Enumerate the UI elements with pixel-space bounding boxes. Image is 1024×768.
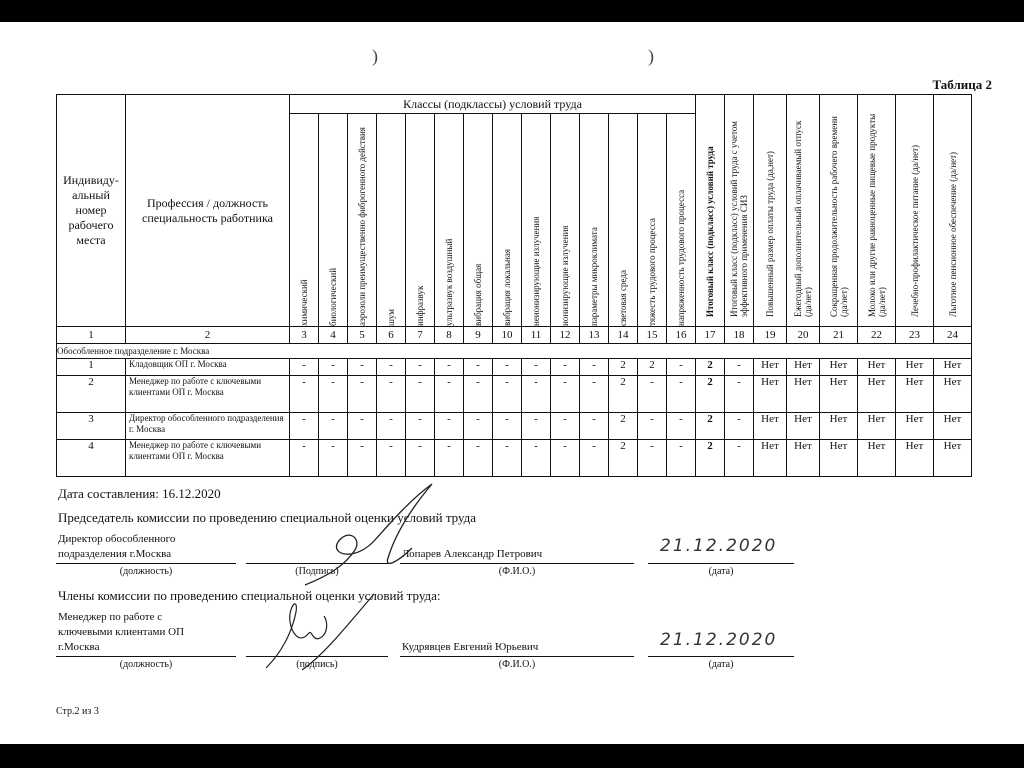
column-number: 14 — [609, 327, 638, 344]
benefit-cell: Нет — [858, 359, 896, 376]
header-factor — [638, 114, 667, 327]
column-number-row — [57, 327, 972, 344]
header-factor-text: вибрация общая — [473, 263, 483, 326]
header-factor-text: химический — [299, 279, 309, 326]
chairman-date: 21.12.2020 — [660, 536, 778, 556]
factor-class-cell: - — [667, 413, 696, 440]
factor-class-cell: - — [493, 413, 522, 440]
header-benefit — [858, 95, 896, 327]
benefit-cell: Нет — [934, 413, 972, 440]
header-factor-text: биологический — [328, 267, 338, 326]
benefit-cell: Нет — [820, 440, 858, 477]
scan-mark: ) — [648, 46, 654, 66]
benefit-cell: Нет — [787, 440, 820, 477]
factor-class-cell: - — [348, 440, 377, 477]
member-position-line — [56, 656, 236, 657]
factor-class-cell: - — [464, 413, 493, 440]
benefit-cell: Нет — [934, 359, 972, 376]
header-total-class-text: Итоговый класс (подкласс) условий труда — [705, 145, 715, 317]
factor-class-cell: - — [348, 359, 377, 376]
header-benefit-text: Сокращенная продолжительность рабочего времени (да/нет) — [828, 115, 849, 317]
factor-class-cell: - — [667, 440, 696, 477]
benefit-cell: Нет — [858, 440, 896, 477]
table-row — [57, 376, 972, 413]
benefit-cell: Нет — [896, 359, 934, 376]
row-profession: Директор обособленного подразделения г. Москва — [126, 413, 290, 440]
factor-class-cell: 2 — [609, 359, 638, 376]
factor-class-cell: - — [551, 376, 580, 413]
table-label: Таблица 2 — [932, 77, 992, 92]
benefit-cell: Нет — [754, 413, 787, 440]
column-number: 8 — [435, 327, 464, 344]
header-benefit-text: Молоко или другие равноценные пищевые продукты (да/нет) — [866, 113, 887, 317]
benefit-cell: Нет — [820, 413, 858, 440]
header-factor — [319, 114, 348, 327]
column-number: 7 — [406, 327, 435, 344]
column-number: 19 — [754, 327, 787, 344]
row-number: 4 — [57, 440, 126, 477]
caption-date: (дата) — [708, 566, 734, 577]
benefit-cell: Нет — [896, 376, 934, 413]
caption-fio: (Ф.И.О.) — [498, 659, 536, 670]
header-factor-text: ионизирующие излучения — [560, 225, 570, 326]
factor-class-cell: - — [319, 376, 348, 413]
section-title: Обособленное подразделение г. Москва — [57, 344, 972, 359]
caption-fio: (Ф.И.О.) — [498, 566, 536, 577]
benefit-cell: Нет — [934, 440, 972, 477]
factor-class-cell: - — [290, 359, 319, 376]
caption-date: (дата) — [708, 659, 734, 670]
sout-table — [56, 94, 972, 477]
member-date: 21.12.2020 — [660, 630, 778, 650]
header-benefit-text: Лечебно-профилактическое питание (да/нет) — [909, 144, 920, 317]
column-number: 5 — [348, 327, 377, 344]
factor-class-cell: - — [580, 359, 609, 376]
benefit-cell: Нет — [787, 376, 820, 413]
factor-class-cell: - — [522, 413, 551, 440]
column-number: 20 — [787, 327, 820, 344]
header-benefit-text: Повышенный размер оплаты труда (да,нет) — [765, 150, 775, 317]
header-factor — [522, 114, 551, 327]
member-position-line2: ключевыми клиентами ОП — [58, 626, 185, 638]
column-number: 18 — [725, 327, 754, 344]
column-number: 4 — [319, 327, 348, 344]
factor-class-cell: - — [348, 376, 377, 413]
row-profession: Менеджер по работе с ключевыми клиентами ОП г. Москва — [126, 440, 290, 477]
factor-class-cell: - — [522, 440, 551, 477]
header-benefit-text: Льготное пенсионное обеспечение (да/нет) — [947, 151, 958, 317]
factor-class-cell: - — [464, 440, 493, 477]
factor-class-cell: - — [290, 413, 319, 440]
header-factor-text: аэрозоли преимущественно фиброгенного действия — [357, 127, 367, 326]
header-workplace: Индивиду-альный номер рабочего места — [57, 95, 126, 327]
column-number: 21 — [820, 327, 858, 344]
factor-class-cell: - — [406, 376, 435, 413]
column-number: 15 — [638, 327, 667, 344]
factor-class-cell: - — [580, 376, 609, 413]
row-number: 2 — [57, 376, 126, 413]
factor-class-cell: - — [377, 376, 406, 413]
date-compiled: Дата составления: 16.12.2020 — [58, 486, 221, 501]
section-row — [57, 344, 972, 359]
header-profession: Профессия / должность специальность работника — [126, 95, 290, 327]
column-number: 1 — [57, 327, 126, 344]
header-factor — [348, 114, 377, 327]
benefit-cell: Нет — [787, 413, 820, 440]
scan-mark: ) — [372, 46, 378, 66]
column-number: 22 — [858, 327, 896, 344]
factor-class-cell: - — [580, 413, 609, 440]
header-factor-text: шум — [386, 308, 396, 326]
factor-class-cell: - — [435, 413, 464, 440]
factor-class-cell: - — [464, 359, 493, 376]
row-number: 1 — [57, 359, 126, 376]
factor-class-cell: - — [551, 413, 580, 440]
header-benefit — [754, 95, 787, 327]
benefit-cell: Нет — [754, 376, 787, 413]
table-row — [57, 440, 972, 477]
member-date-line — [648, 656, 794, 657]
column-number: 17 — [696, 327, 725, 344]
column-number: 13 — [580, 327, 609, 344]
benefit-cell: Нет — [896, 413, 934, 440]
header-total-class-siz — [725, 95, 754, 327]
benefit-cell: Нет — [896, 440, 934, 477]
total-class-siz-cell: - — [725, 359, 754, 376]
total-class-siz-cell: - — [725, 440, 754, 477]
table-row — [57, 359, 972, 376]
factor-class-cell: - — [406, 440, 435, 477]
header-factor — [435, 114, 464, 327]
header-factor — [406, 114, 435, 327]
factor-class-cell: 2 — [609, 413, 638, 440]
factor-class-cell: - — [667, 376, 696, 413]
chairman-date-line — [648, 563, 794, 564]
factor-class-cell: - — [290, 376, 319, 413]
chairman-position-line2: подразделения г.Москва — [58, 548, 172, 560]
row-profession: Менеджер по работе с ключевыми клиентами ОП г. Москва — [126, 376, 290, 413]
factor-class-cell: - — [493, 376, 522, 413]
factor-class-cell: - — [522, 359, 551, 376]
factor-class-cell: - — [638, 376, 667, 413]
header-factor-text: вибрация локальная — [502, 248, 512, 326]
total-class-cell: 2 — [696, 413, 725, 440]
header-factor-text: неионизирующие излучения — [531, 216, 541, 326]
benefit-cell: Нет — [820, 359, 858, 376]
caption-signature: (подпись) — [296, 659, 338, 670]
factor-class-cell: - — [377, 413, 406, 440]
total-class-siz-cell: - — [725, 376, 754, 413]
factor-class-cell: - — [638, 440, 667, 477]
member-signature — [262, 582, 382, 672]
total-class-cell: 2 — [696, 376, 725, 413]
header-total-class — [696, 95, 725, 327]
column-number: 16 — [667, 327, 696, 344]
caption-position: (должность) — [119, 566, 173, 577]
factor-class-cell: 2 — [609, 440, 638, 477]
header-factor-text: напряженность трудового процесса — [676, 189, 686, 326]
header-benefit — [896, 95, 934, 327]
table-row — [57, 413, 972, 440]
column-number: 6 — [377, 327, 406, 344]
column-number: 12 — [551, 327, 580, 344]
header-factor-text: параметры микроклимата — [589, 227, 599, 326]
column-number: 2 — [126, 327, 290, 344]
header-classes-group: Классы (подклассы) условий труда — [290, 95, 696, 114]
row-number: 3 — [57, 413, 126, 440]
total-class-siz-cell: - — [725, 413, 754, 440]
chairman-signature — [300, 480, 440, 590]
benefit-cell: Нет — [754, 359, 787, 376]
caption-position: (должность) — [119, 659, 173, 670]
factor-class-cell: - — [493, 359, 522, 376]
benefit-cell: Нет — [820, 376, 858, 413]
member-name: Кудрявцев Евгений Юрьевич — [402, 641, 539, 653]
factor-class-cell: - — [522, 376, 551, 413]
header-benefit — [787, 95, 820, 327]
factor-class-cell: - — [435, 376, 464, 413]
member-position-line3: г.Москва — [58, 641, 100, 653]
column-number: 23 — [896, 327, 934, 344]
factor-class-cell: - — [377, 440, 406, 477]
factor-class-cell: - — [435, 440, 464, 477]
factor-class-cell: - — [319, 413, 348, 440]
factor-class-cell: 2 — [638, 359, 667, 376]
header-factor — [464, 114, 493, 327]
factor-class-cell: - — [290, 440, 319, 477]
header-factor — [290, 114, 319, 327]
factor-class-cell: - — [319, 440, 348, 477]
benefit-cell: Нет — [858, 413, 896, 440]
column-number: 24 — [934, 327, 972, 344]
benefit-cell: Нет — [858, 376, 896, 413]
header-factor — [493, 114, 522, 327]
factor-class-cell: - — [551, 359, 580, 376]
factor-class-cell: - — [580, 440, 609, 477]
column-number: 3 — [290, 327, 319, 344]
row-profession: Кладовщик ОП г. Москва — [126, 359, 290, 376]
header-benefit — [934, 95, 972, 327]
chairman-position-line1: Директор обособленного — [58, 533, 176, 545]
document-page — [0, 22, 1024, 744]
factor-class-cell: - — [551, 440, 580, 477]
header-factor-text: инфразвук — [415, 285, 425, 326]
factor-class-cell: - — [348, 413, 377, 440]
benefit-cell: Нет — [787, 359, 820, 376]
header-factor — [609, 114, 638, 327]
header-factor — [377, 114, 406, 327]
benefit-cell: Нет — [934, 376, 972, 413]
total-class-cell: 2 — [696, 359, 725, 376]
column-number: 9 — [464, 327, 493, 344]
member-position-line1: Менеджер по работе с — [58, 611, 163, 623]
factor-class-cell: 2 — [609, 376, 638, 413]
factor-class-cell: - — [493, 440, 522, 477]
header-factor-text: ультразвук воздушный — [444, 238, 454, 326]
factor-class-cell: - — [406, 359, 435, 376]
factor-class-cell: - — [377, 359, 406, 376]
member-name-line — [400, 656, 634, 657]
chairman-name: Лопарев Александр Петрович — [402, 548, 543, 560]
factor-class-cell: - — [667, 359, 696, 376]
column-number: 11 — [522, 327, 551, 344]
members-heading: Члены комиссии по проведению специальной оценки условий труда: — [58, 588, 441, 603]
column-number: 10 — [493, 327, 522, 344]
header-benefit-text: Ежегодный дополнительный оплачиваемый отпуск (да/нет) — [793, 120, 813, 317]
total-class-cell: 2 — [696, 440, 725, 477]
chairman-position-line — [56, 563, 236, 564]
chairman-heading: Председатель комиссии по проведению специальной оценки условий труда — [58, 510, 477, 525]
factor-class-cell: - — [435, 359, 464, 376]
factor-class-cell: - — [464, 376, 493, 413]
header-factor — [580, 114, 609, 327]
caption-signature: (Подпись) — [295, 566, 339, 577]
factor-class-cell: - — [406, 413, 435, 440]
header-factor-text: световая среда — [618, 270, 628, 326]
factor-class-cell: - — [319, 359, 348, 376]
header-factor — [551, 114, 580, 327]
header-factor — [667, 114, 696, 327]
header-factor-text: тяжесть трудового процесса — [647, 218, 657, 326]
header-total-class-siz-text: Итоговый класс (подкласс) условий труда с учетом эффективного применения СИЗ — [729, 120, 749, 317]
page-footer: Стр.2 из 3 — [56, 706, 99, 717]
header-benefit — [820, 95, 858, 327]
factor-class-cell: - — [638, 413, 667, 440]
benefit-cell: Нет — [754, 440, 787, 477]
